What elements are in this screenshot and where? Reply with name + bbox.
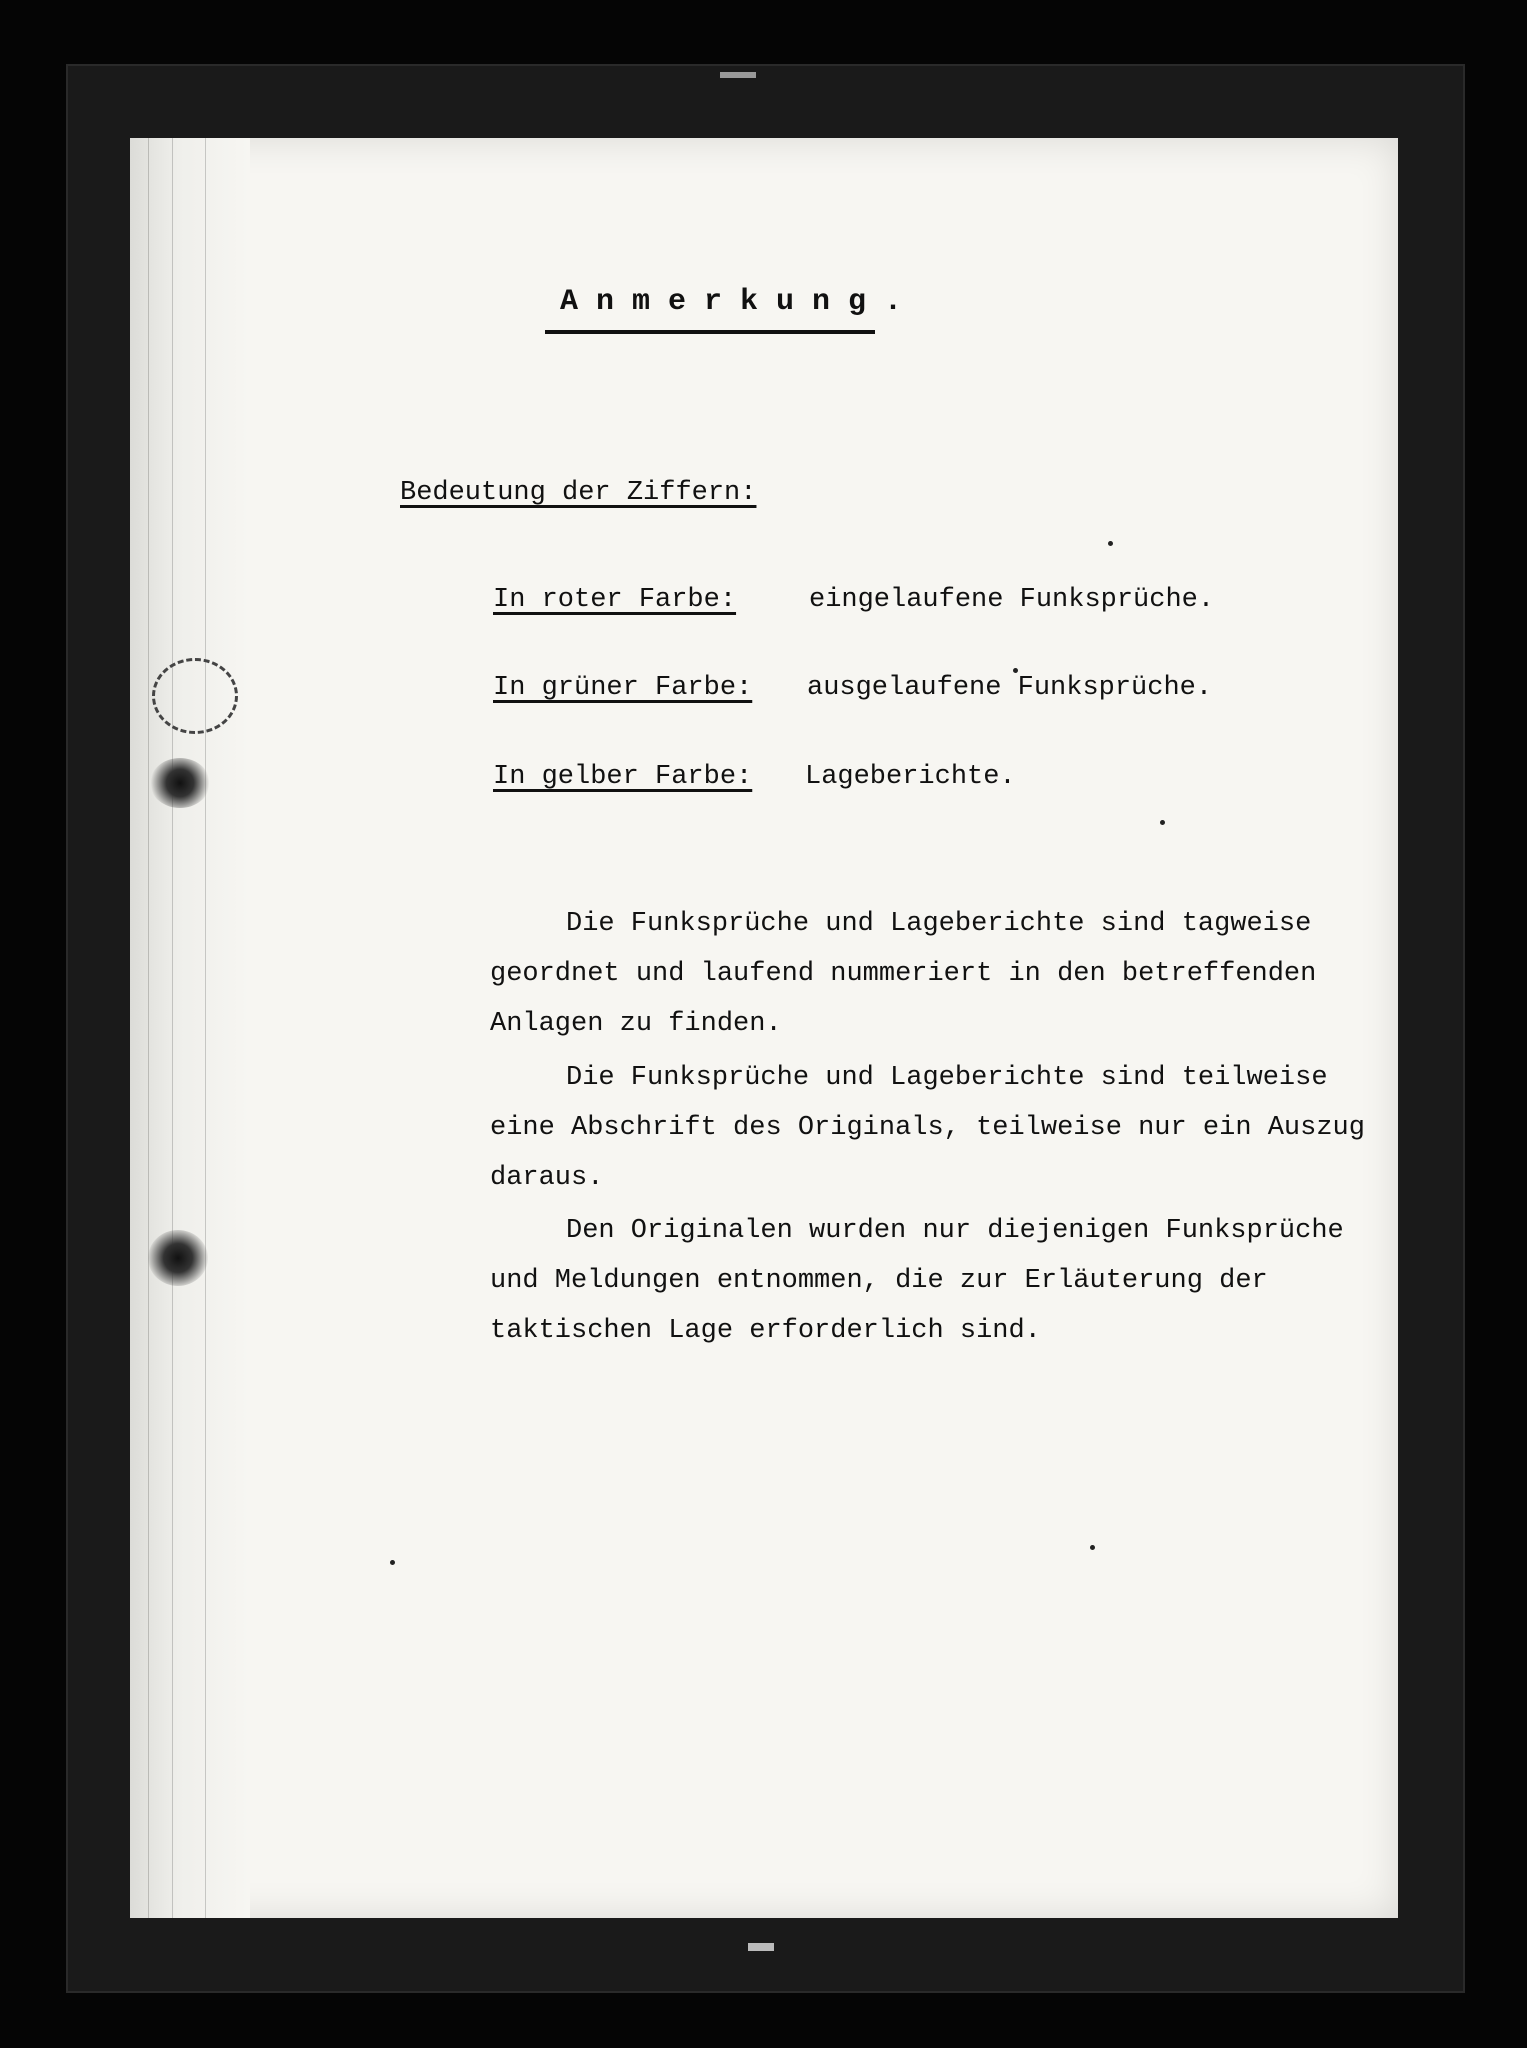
ink-speck — [1160, 820, 1165, 825]
legend-value: Lageberichte. — [805, 762, 1016, 792]
paragraph-selection — [490, 1206, 1350, 1356]
text-line: Die Funksprüche und Lageberichte sind tagweise — [566, 909, 1312, 939]
title-underline — [545, 330, 875, 334]
legend-row-yellow — [493, 762, 1393, 802]
paragraph-copies — [490, 1053, 1365, 1203]
ink-speck — [1013, 668, 1018, 673]
ink-speck — [1108, 541, 1113, 546]
ink-speck — [390, 1560, 395, 1565]
punch-hole-ring — [152, 658, 238, 734]
film-mark-top — [720, 72, 756, 78]
document-title: Anmerkung. — [560, 285, 921, 319]
text-line: Den Originalen wurden nur diejenigen Funksprüche — [566, 1216, 1344, 1246]
legend-key: In gelber Farbe: — [493, 762, 753, 792]
legend-key: In grüner Farbe: — [493, 673, 753, 703]
text-line: daraus. — [490, 1163, 604, 1193]
fold-line — [148, 138, 149, 1918]
paragraph-order — [490, 899, 1350, 1049]
legend-row-red — [493, 585, 1393, 625]
ink-speck — [1090, 1545, 1095, 1550]
punch-hole — [150, 758, 210, 808]
fold-line — [205, 138, 206, 1918]
text-line: eine Abschrift des Originals, teilweise nur ein Auszug — [490, 1113, 1365, 1143]
legend-value: eingelaufene Funksprüche. — [809, 585, 1215, 615]
text-line: geordnet und laufend nummeriert in den betreffenden — [490, 959, 1317, 989]
text-line: Die Funksprüche und Lageberichte sind teilweise — [566, 1063, 1328, 1093]
text-line: Anlagen zu finden. — [490, 1009, 782, 1039]
legend-key: In roter Farbe: — [493, 585, 737, 615]
legend-row-green — [493, 673, 1393, 713]
fold-line — [172, 138, 173, 1918]
legend-value: ausgelaufene Funksprüche. — [807, 673, 1213, 703]
text-line: taktischen Lage erforderlich sind. — [490, 1316, 1041, 1346]
film-mark-bottom — [748, 1943, 774, 1951]
punch-hole — [148, 1230, 208, 1286]
section-heading: Bedeutung der Ziffern: — [400, 478, 757, 508]
text-line: und Meldungen entnommen, die zur Erläuterung der — [490, 1266, 1268, 1296]
